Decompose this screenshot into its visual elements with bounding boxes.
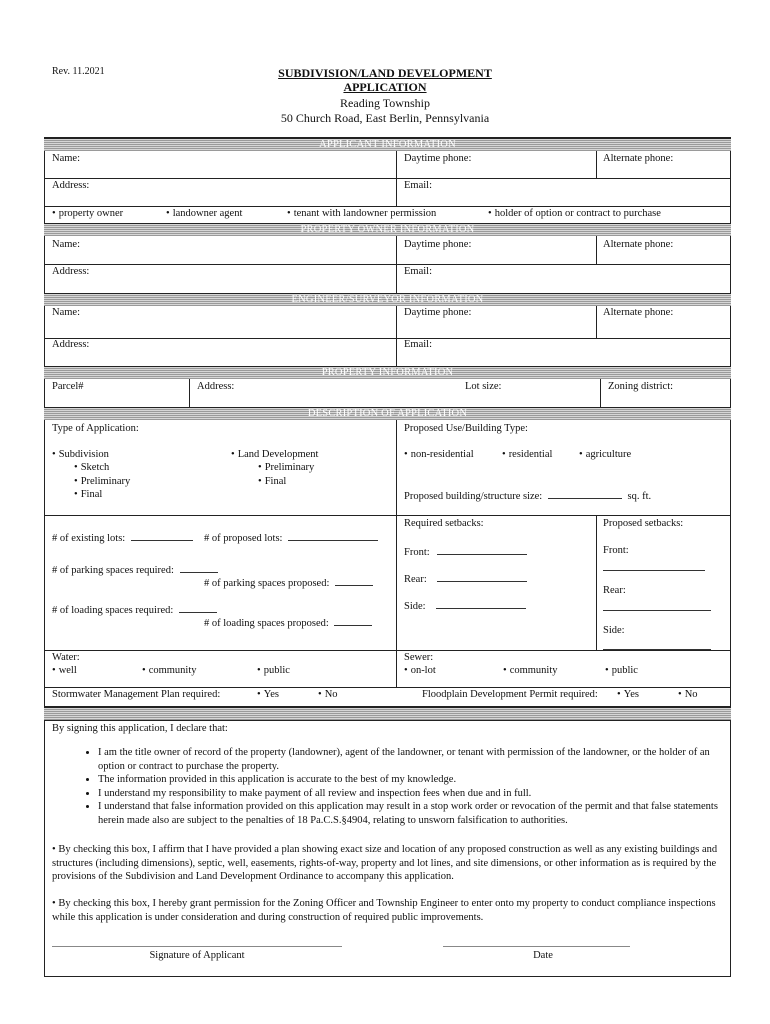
proposed-rear-label: Rear:	[603, 585, 626, 596]
proposed-use-label: Proposed Use/Building Type:	[404, 423, 528, 434]
option-sewer-public[interactable]: • public	[605, 665, 638, 676]
sewer-label: Sewer:	[404, 652, 434, 663]
band-applicant: APPLICANT INFORMATION	[44, 138, 731, 151]
date-line[interactable]	[443, 946, 630, 947]
divider	[44, 264, 731, 265]
declaration-item: • The information provided in this application is accurate to the best of my knowledge.	[98, 773, 738, 787]
owner-address-field[interactable]: Address:	[52, 266, 90, 277]
required-side-label: Side:	[404, 601, 426, 612]
divider	[44, 338, 731, 339]
engineer-address-field[interactable]: Address:	[52, 339, 90, 350]
required-rear-label: Rear:	[404, 574, 427, 585]
plan-affirmation-text: By checking this box, I affirm that I have provided a plan showing exact size and location of any proposed construction as well as any existing buildings and structures (including dimensions), septic, well, easements, rights-of-way, property and lot lines, and site dimensions, or other information as is required by the provisions of the Subdivision and Land Development Ordinance to accompany this application.	[52, 844, 718, 882]
option-stormwater-yes[interactable]: • Yes	[257, 689, 279, 700]
building-size-units: sq. ft.	[627, 491, 652, 502]
parking-proposed-label: # of parking spaces proposed:	[204, 578, 330, 589]
loading-required-field[interactable]	[52, 603, 217, 616]
floodplain-label: Floodplain Development Permit required:	[422, 689, 598, 700]
option-water-public[interactable]: • public	[257, 665, 290, 676]
option-ld-final[interactable]: • Final	[258, 476, 286, 487]
signature-label: Signature of Applicant	[149, 950, 245, 961]
declaration-item: • I am the title owner of record of the property (landowner), agent of the landowner, or tenant with permission of the landowner, or the holder of an option or contract to purchase the property.	[98, 746, 738, 773]
divider	[600, 379, 601, 407]
signature-line[interactable]	[52, 946, 342, 947]
proposed-side-label: Side:	[603, 625, 625, 636]
township-address: 50 Church Road, East Berlin, Pennsylvania	[280, 111, 490, 125]
owner-alternate-phone-field[interactable]: Alternate phone:	[603, 239, 674, 250]
declaration-item: • I understand that false information provided on this application may result in a stop work order or revocation of the permit and that false statements herein made also are subject to the penalties of 18 Pa.C.S.§4904, relating to unsworn falsification to authorities.	[98, 800, 738, 827]
required-front-blank[interactable]	[437, 545, 527, 555]
option-ld-preliminary[interactable]: • Preliminary	[258, 462, 314, 473]
band-description: DESCRIPTION OF APPLICATION	[44, 407, 731, 420]
zoning-district-field[interactable]: Zoning district:	[608, 381, 674, 392]
proposed-lots-label: # of proposed lots:	[204, 533, 283, 544]
parking-proposed-blank[interactable]	[335, 576, 373, 586]
divider	[396, 306, 397, 366]
option-non-residential[interactable]: • non-residential	[404, 449, 474, 460]
divider	[44, 687, 731, 688]
engineer-alternate-phone-field[interactable]: Alternate phone:	[603, 307, 674, 318]
owner-name-field[interactable]: Name:	[52, 239, 80, 250]
proposed-lots-field[interactable]	[204, 531, 378, 544]
divider	[396, 236, 397, 294]
form-title	[0, 66, 770, 94]
required-side-field[interactable]	[404, 599, 526, 612]
loading-proposed-label: # of loading spaces proposed:	[204, 618, 329, 629]
divider	[596, 515, 597, 650]
date-label: Date	[533, 950, 553, 961]
loading-proposed-blank[interactable]	[334, 616, 372, 626]
option-property-owner[interactable]: • property owner	[52, 208, 123, 219]
option-subdivision-preliminary[interactable]: • Preliminary	[74, 476, 130, 487]
divider	[396, 420, 397, 688]
divider	[596, 236, 597, 264]
option-sewer-on-lot[interactable]: • on-lot	[404, 665, 436, 676]
existing-lots-label: # of existing lots:	[52, 533, 126, 544]
option-floodplain-no[interactable]: • No	[678, 689, 698, 700]
engineer-daytime-phone-field[interactable]: Daytime phone:	[404, 307, 472, 318]
required-front-label: Front:	[404, 547, 430, 558]
building-size-label: Proposed building/structure size:	[404, 491, 543, 502]
checkbox-bullet: •	[52, 898, 56, 909]
engineer-email-field[interactable]: Email:	[404, 339, 432, 350]
applicant-alternate-phone-field[interactable]: Alternate phone:	[603, 153, 674, 164]
option-water-well[interactable]: • well	[52, 665, 77, 676]
proposed-front-label: Front:	[603, 545, 629, 556]
option-sketch[interactable]: • Sketch	[74, 462, 109, 473]
plan-affirmation-checkbox[interactable]	[52, 843, 722, 884]
option-water-community[interactable]: • community	[142, 665, 197, 676]
revision-label: Rev. 11.2021	[52, 66, 105, 77]
declaration-intro: By signing this application, I declare that:	[52, 723, 228, 734]
form-title-line2: APPLICATION	[343, 80, 427, 94]
option-agriculture[interactable]: • agriculture	[579, 449, 631, 460]
declaration-item: • I understand my responsibility to make payment of all review and inspection fees when due and in full.	[98, 787, 738, 801]
option-landowner-agent[interactable]: • landowner agent	[166, 208, 242, 219]
applicant-address-field[interactable]: Address:	[52, 180, 90, 191]
declaration-list	[78, 746, 738, 827]
option-stormwater-no[interactable]: • No	[318, 689, 338, 700]
option-tenant[interactable]: • tenant with landowner permission	[287, 208, 436, 219]
divider	[44, 206, 731, 207]
proposed-side-blank[interactable]	[603, 640, 711, 650]
owner-daytime-phone-field[interactable]: Daytime phone:	[404, 239, 472, 250]
divider	[189, 379, 190, 407]
required-rear-field[interactable]	[404, 572, 527, 585]
inspection-permission-text: By checking this box, I hereby grant permission for the Zoning Officer and Township Engineer to enter onto my property to conduct compliance inspections while this application is under consideration and during construction of required public improvements.	[52, 898, 716, 923]
divider	[44, 650, 731, 651]
band-engineer: ENGINEER/SURVEYOR INFORMATION	[44, 293, 731, 306]
required-setbacks-label: Required setbacks:	[404, 518, 484, 529]
option-holder-of-option[interactable]: • holder of option or contract to purchase	[488, 208, 661, 219]
divider	[44, 720, 731, 721]
option-subdivision[interactable]: • Subdivision	[52, 449, 109, 460]
building-size-field[interactable]	[404, 489, 651, 502]
band-property-information: PROPERTY INFORMATION	[44, 366, 731, 379]
required-rear-blank[interactable]	[437, 572, 527, 582]
proposed-rear-blank[interactable]	[603, 601, 711, 611]
loading-required-label: # of loading spaces required:	[52, 605, 174, 616]
water-label: Water:	[52, 652, 80, 663]
applicant-name-field[interactable]: Name:	[52, 153, 80, 164]
required-side-blank[interactable]	[436, 599, 526, 609]
option-floodplain-yes[interactable]: • Yes	[617, 689, 639, 700]
parking-required-blank[interactable]	[180, 563, 218, 573]
existing-lots-field[interactable]	[52, 531, 193, 544]
option-sewer-community[interactable]: • community	[503, 665, 558, 676]
applicant-email-field[interactable]: Email:	[404, 180, 432, 191]
owner-email-field[interactable]: Email:	[404, 266, 432, 277]
option-land-development[interactable]: • Land Development	[231, 449, 318, 460]
option-subdivision-final[interactable]: • Final	[74, 489, 102, 500]
required-front-field[interactable]	[404, 545, 527, 558]
inspection-permission-checkbox[interactable]	[52, 897, 722, 924]
lot-size-field[interactable]: Lot size:	[465, 381, 502, 392]
applicant-daytime-phone-field[interactable]: Daytime phone:	[404, 153, 472, 164]
loading-proposed-field[interactable]	[204, 616, 372, 629]
type-of-application-label: Type of Application:	[52, 423, 139, 434]
proposed-lots-blank[interactable]	[288, 531, 378, 541]
parking-proposed-field[interactable]	[204, 576, 373, 589]
existing-lots-blank[interactable]	[131, 531, 193, 541]
loading-required-blank[interactable]	[179, 603, 217, 613]
parking-required-label: # of parking spaces required:	[52, 565, 174, 576]
engineer-name-field[interactable]: Name:	[52, 307, 80, 318]
divider	[596, 151, 597, 178]
building-size-blank[interactable]	[548, 489, 622, 499]
proposed-front-blank[interactable]	[603, 561, 705, 571]
divider	[596, 306, 597, 338]
township-name: Reading Township	[340, 96, 430, 110]
stormwater-label: Stormwater Management Plan required:	[52, 689, 221, 700]
proposed-setbacks-label: Proposed setbacks:	[603, 518, 684, 529]
band-separator	[44, 707, 731, 720]
band-property-owner: PROPERTY OWNER INFORMATION	[44, 223, 731, 236]
checkbox-bullet: •	[52, 844, 56, 855]
option-residential[interactable]: • residential	[502, 449, 552, 460]
parcel-field[interactable]: Parcel#	[52, 381, 84, 392]
form-title-line1: SUBDIVISION/LAND DEVELOPMENT	[278, 66, 492, 80]
divider	[44, 178, 731, 179]
divider	[44, 515, 731, 516]
parking-required-field[interactable]	[52, 563, 218, 576]
property-address-field[interactable]: Address:	[197, 381, 235, 392]
